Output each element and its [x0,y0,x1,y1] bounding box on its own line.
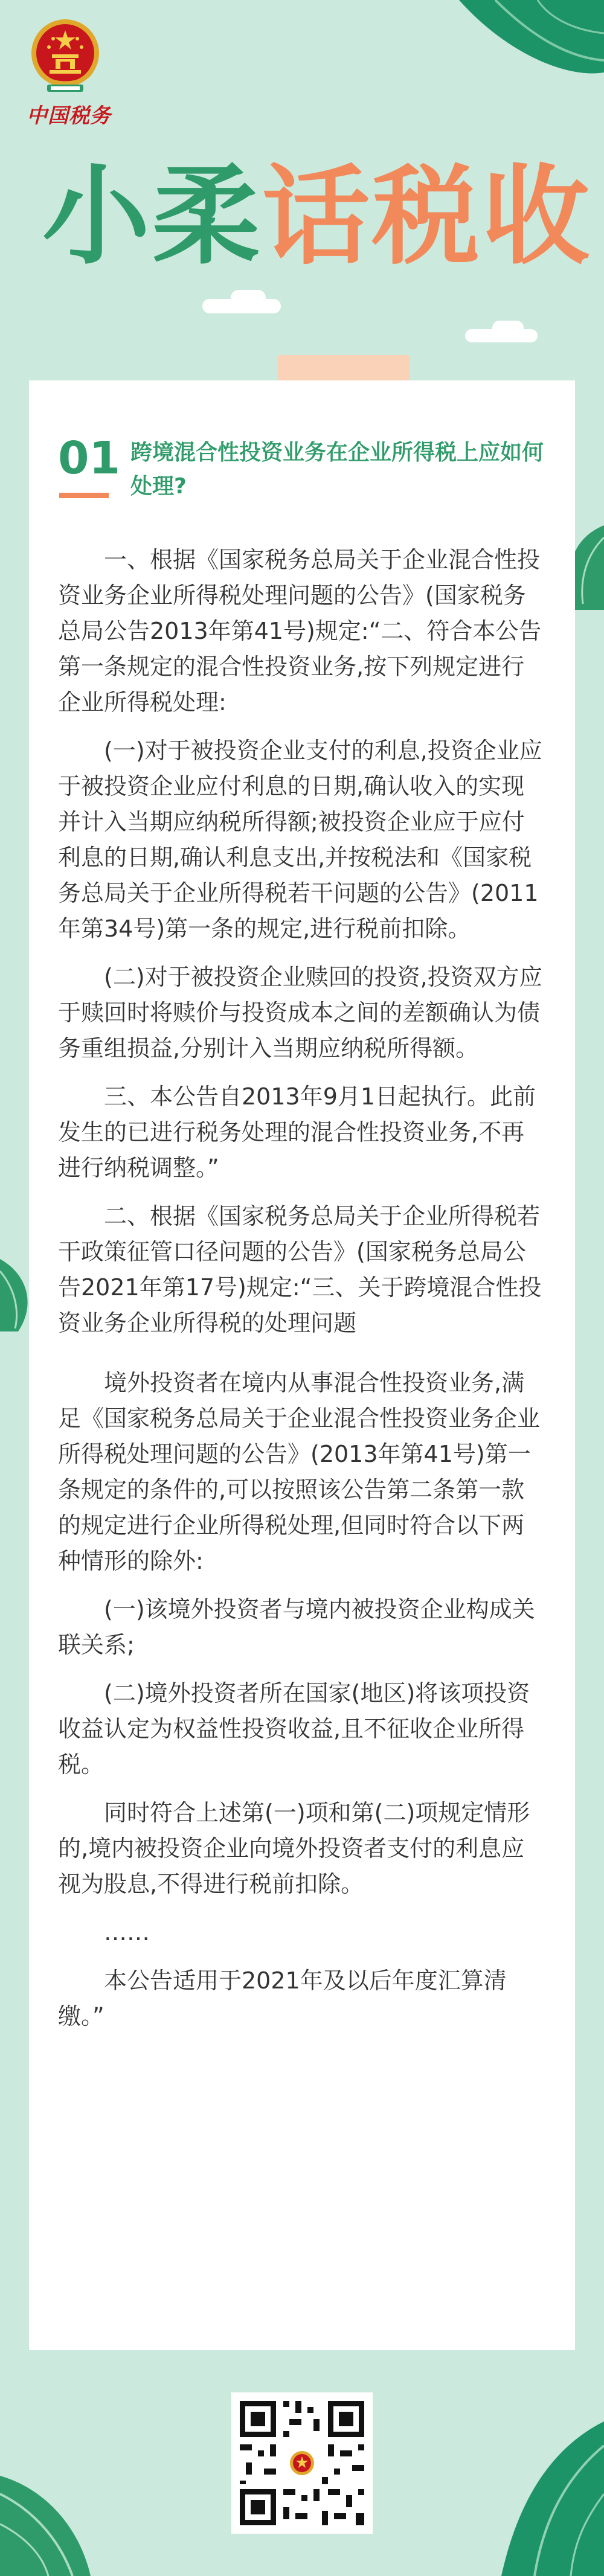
paragraph: …… [104,1919,150,1946]
paragraph: 二、根据《国家税务总局关于企业所得税若干政策征管口径问题的公告》(国家税务总局公告2021年第17号)规定:“三、关于跨境混合性投资业务企业所得税的处理问题 [58,1203,542,1336]
paragraph: (二)境外投资者所在国家(地区)将该项投资收益认定为权益性投资收益,且不征收企业所得税。 [58,1680,530,1778]
paragraph: 一、根据《国家税务总局关于企业混合性投资业务企业所得税处理问题的公告》(国家税务总局公告2013年第41号)规定:“二、符合本公告第一条规定的混合性投资业务,按下列规定进行企业所得税处理: [58,546,542,716]
paragraph: 同时符合上述第(一)项和第(二)项规定情形的,境内被投资企业向境外投资者支付的利息应视为股息,不得进行税前扣除。 [58,1799,530,1897]
content-card [29,380,575,2350]
page-title-part2: 话税收 [262,154,592,279]
paragraph: (二)对于被投资企业赎回的投资,投资双方应于赎回时将赎价与投资成本之间的差额确认为债务重组损益,分别计入当期应纳税所得额。 [58,964,542,1062]
question-title: 跨境混合性投资业务在企业所得税上应如何处理? [130,440,544,499]
national-emblem-icon [29,17,101,97]
paragraph: 境外投资者在境内从事混合性投资业务,满足《国家税务总局关于企业混合性投资业务企业所得税处理问题的公告》(2013年第41号)第一条规定的条件的,可以按照该公告第二条第一款的规定进行企业所得税处理,但同时符合以下两种情形的除外: [58,1370,541,1574]
article-body [58,542,546,2047]
header [0,0,604,386]
page-title-part1: 小柔 [42,154,262,279]
page-title [42,154,592,279]
brand-name: 中国税务 [27,104,111,128]
decorative-cloud [231,290,266,306]
decorative-cloud [492,321,524,335]
paragraph: 本公告适用于2021年及以后年度汇算清缴。” [58,1967,507,2030]
paragraph: (一)该境外投资者与境内被投资企业构成关联关系; [58,1596,535,1658]
bottom-right-leaf-icon [501,2421,604,2576]
paragraph: (一)对于被投资企业支付的利息,投资企业应于被投资企业应付利息的日期,确认收入的实现并计入当期应纳税所得额;被投资企业应于应付利息的日期,确认利息支出,并按税法和《国家税务总局关于企业所得税若干问题的公告》(2011年第34号)第一条的规定,进行税前扣除。 [58,737,542,942]
paragraph: 三、本公告自2013年9月1日起执行。此前发生的已进行税务处理的混合性投资业务,不再进行纳税调整。” [58,1083,536,1181]
question-number: 01 [58,432,120,484]
qr-code-icon [231,2392,373,2534]
card-tab-decoration [278,355,410,380]
qr-code [231,2392,373,2534]
bottom-left-leaf-icon [0,2452,91,2576]
question-number-underline [59,493,109,498]
brand-logo [27,17,111,129]
